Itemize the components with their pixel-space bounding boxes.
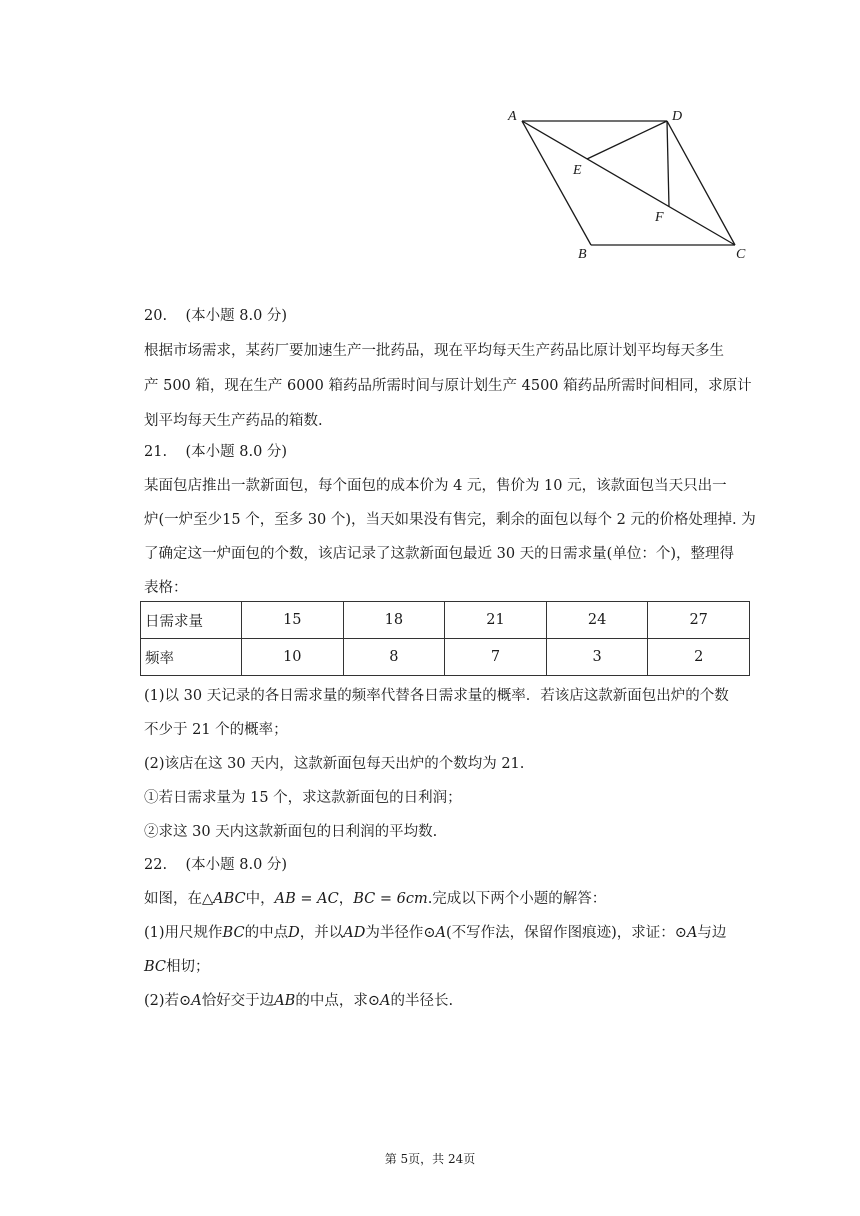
text-run: (2)若⊙ (144, 993, 192, 1009)
label-E: E (573, 163, 582, 178)
q22-text-line3 (144, 955, 210, 976)
table-cell: 18 (343, 602, 445, 639)
math-run: A (435, 925, 446, 941)
q22-text-line1 (144, 887, 606, 908)
label-B: B (578, 247, 587, 262)
table-cell: 24 (546, 602, 648, 639)
q22-text-line4 (144, 989, 453, 1010)
q22-header: 22. (本小题 8.0 分) (144, 857, 288, 873)
q21-text-line2: 炉(一炉至少15 个，至多 30 个)，当天如果没有售完，剩余的面包以每个 2 元的价格处理掉. 为 (144, 512, 756, 528)
math-run: BC (222, 925, 245, 941)
table-cell: 3 (546, 639, 648, 676)
table-cell: 8 (343, 639, 445, 676)
label-F: F (655, 210, 664, 225)
table-row-label: 频率 (141, 639, 242, 676)
q20-header: 20. (本小题 8.0 分) (144, 308, 288, 324)
q21-part2: (2)该店在这 30 天内，这款新面包每天出炉的个数均为 21. (144, 756, 525, 772)
math-run: A (379, 993, 391, 1009)
text-run: 为半径作⊙ (365, 925, 436, 941)
text-run: (1)用尺规作 (144, 925, 223, 941)
parallelogram-diagram (490, 95, 770, 270)
text-run: 如图，在△ (144, 891, 214, 907)
text-run: ，并以 (299, 925, 344, 941)
label-A: A (508, 109, 517, 124)
q21-part2-ii: ②求这 30 天内这款新面包的日利润的平均数. (144, 824, 438, 840)
math-run: AB (274, 993, 296, 1009)
text-run: 与边 (697, 925, 727, 941)
math-run: AB = AC (274, 891, 339, 907)
table-row (141, 639, 750, 676)
segment-DE (587, 121, 667, 159)
math-run: AD (343, 925, 366, 941)
demand-frequency-table (140, 601, 750, 676)
text-run: 的半径长. (390, 993, 454, 1009)
q21-text-line3: 了确定这一炉面包的个数，该店记录了这款新面包最近 30 天的日需求量(单位：个)，整理得 (144, 546, 734, 562)
q21-part2-i: ①若日需求量为 15 个，求这款新面包的日利润； (144, 790, 462, 806)
label-C: C (736, 247, 746, 262)
segment-AB (522, 121, 591, 245)
q20-text-line1: 根据市场需求，某药厂要加速生产一批药品，现在平均每天生产药品比原计划平均每天多生 (144, 343, 724, 359)
text-run: 的中点，求⊙ (295, 993, 380, 1009)
table-cell: 15 (242, 602, 344, 639)
q21-text-line4: 表格： (144, 580, 188, 596)
q21-header: 21. (本小题 8.0 分) (144, 444, 288, 460)
math-run: A (686, 925, 698, 941)
math-run: D (288, 925, 300, 941)
q20-text-line3: 划平均每天生产药品的箱数. (144, 413, 323, 429)
text-run: 相切； (166, 959, 210, 975)
q21-text-line1: 某面包店推出一款新面包，每个面包的成本价为 4 元，售价为 10 元，该款面包当天只出一 (144, 478, 727, 494)
table-cell: 21 (445, 602, 547, 639)
text-run: .完成以下两个小题的解答： (427, 891, 607, 907)
page-footer: 第 5页，共 24页 (384, 1152, 476, 1166)
text-run: 恰好交于边 (201, 993, 275, 1009)
math-run: BC (144, 959, 167, 975)
text-run: ， (338, 891, 354, 907)
q21-part1-line1: (1)以 30 天记录的各日需求量的频率代替各日需求量的概率．若该店这款新面包出炉的个数 (144, 688, 729, 704)
math-run: BC = 6cm (353, 891, 428, 907)
table-cell: 2 (648, 639, 750, 676)
segment-DF (667, 121, 669, 207)
math-run: A (191, 993, 202, 1009)
table-row-label: 日需求量 (141, 602, 242, 639)
q22-text-line2 (144, 921, 726, 942)
geometry-figure (490, 95, 770, 270)
q20-text-line2: 产 500 箱，现在生产 6000 箱药品所需时间与原计划生产 4500 箱药品所需时间相同，求原计 (144, 378, 752, 394)
table-cell: 10 (242, 639, 344, 676)
table-cell: 7 (445, 639, 547, 676)
label-D: D (672, 109, 683, 124)
text-run: (不写作法，保留作图痕迹)，求证：⊙ (445, 925, 687, 941)
math-run: ABC (213, 891, 246, 907)
text-run: 的中点 (244, 925, 289, 941)
table-row (141, 602, 750, 639)
text-run: 中， (245, 891, 275, 907)
q21-part1-line2: 不少于 21 个的概率； (144, 722, 288, 738)
table-cell: 27 (648, 602, 750, 639)
segment-DC (667, 121, 735, 245)
